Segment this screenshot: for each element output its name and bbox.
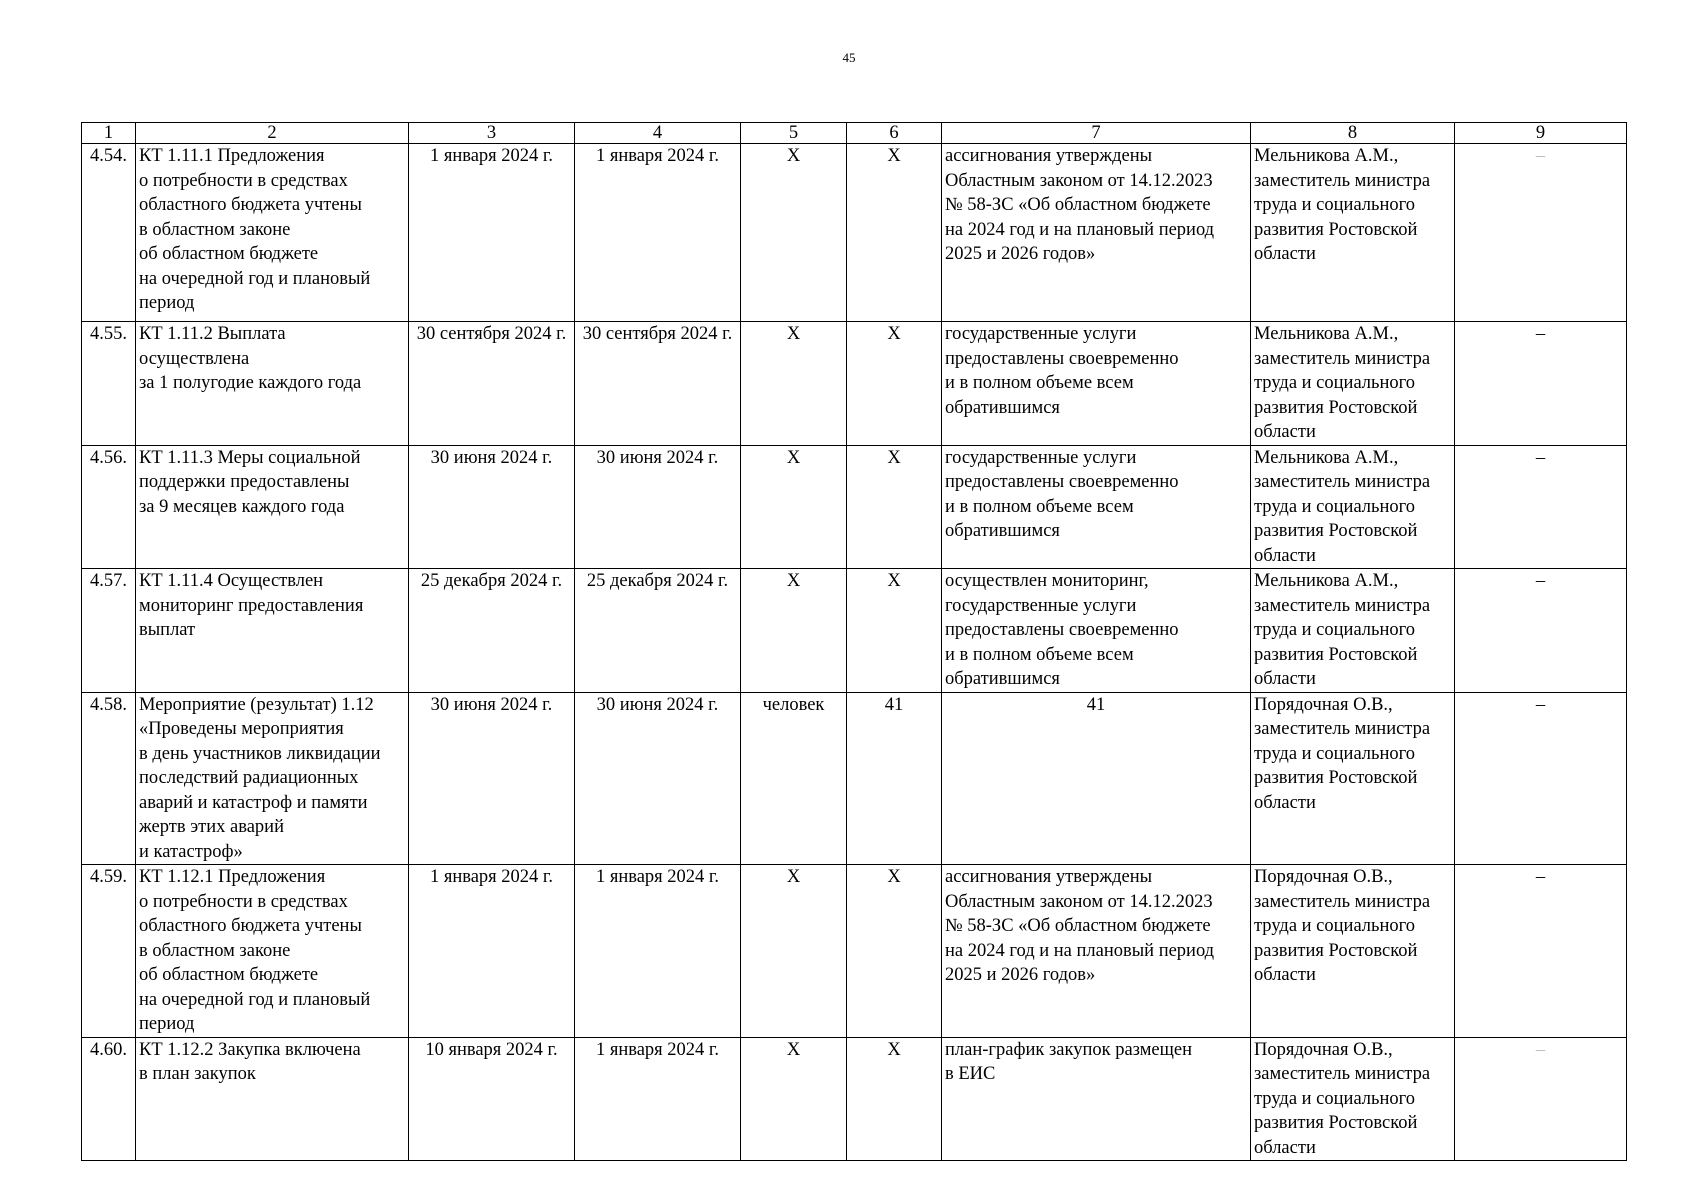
start-date: 10 января 2024 г. <box>409 1037 575 1161</box>
cell-line: и в полном объеме всем <box>945 373 1134 393</box>
row-number: 4.57. <box>82 569 136 693</box>
cell-line: развития Ростовской <box>1254 940 1418 961</box>
cell-line: областного бюджета учтены <box>139 916 362 936</box>
header-cell-5: 5 <box>741 123 847 144</box>
cell-line: труда и социального <box>1254 195 1416 215</box>
note-cell: – <box>1455 144 1627 322</box>
header-cell-9: 9 <box>1455 123 1627 144</box>
value-cell: 41 <box>847 692 942 865</box>
responsible-cell <box>1251 569 1455 693</box>
cell-line: обратившимся <box>945 521 1060 541</box>
cell-line: области <box>1254 965 1316 985</box>
note-cell: – <box>1455 692 1627 865</box>
cell-line: Мероприятие (результат) 1.12 <box>139 694 374 715</box>
cell-line: о потребности в средствах <box>139 891 348 912</box>
cell-line: и в полном объеме всем <box>945 644 1134 665</box>
cell-line: Порядочная О.В., <box>1254 867 1393 887</box>
row-number: 4.54. <box>82 144 136 322</box>
cell-line: труда и социального <box>1254 496 1416 517</box>
cell-line: Порядочная О.В., <box>1254 694 1393 715</box>
cell-line: заместитель министра <box>1254 348 1431 369</box>
result-cell <box>942 865 1251 1038</box>
cell-line: № 58-ЗС «Об областном бюджете <box>945 195 1211 215</box>
cell-line: области <box>1254 669 1316 689</box>
cell-line: 2025 и 2026 годов» <box>945 965 1096 985</box>
header-cell-3: 3 <box>409 123 575 144</box>
cell-line: областного бюджета учтены <box>139 195 362 215</box>
end-date: 30 июня 2024 г. <box>575 692 741 865</box>
cell-line: предоставлены своевременно <box>945 472 1179 492</box>
cell-line: труда и социального <box>1254 916 1416 936</box>
start-date: 30 июня 2024 г. <box>409 445 575 569</box>
table-row <box>82 692 1627 865</box>
value-cell: Х <box>847 322 942 446</box>
cell-line: развития Ростовской <box>1254 397 1418 418</box>
cell-line: области <box>1254 792 1316 813</box>
cell-line: предоставлены своевременно <box>945 348 1179 369</box>
cell-line: заместитель министра <box>1254 1064 1431 1084</box>
table-row <box>82 322 1627 446</box>
cell-line: развития Ростовской <box>1254 768 1418 788</box>
cell-line: в день участников ликвидации <box>139 743 381 764</box>
table-header-row <box>82 123 1627 144</box>
value-cell: Х <box>847 144 942 322</box>
cell-line: за 1 полугодие каждого года <box>139 373 362 393</box>
cell-line: на очередной год и плановый <box>139 989 371 1010</box>
cell-line: об областном бюджете <box>139 244 319 264</box>
value-cell: Х <box>847 1037 942 1161</box>
cell-line: заместитель министра <box>1254 719 1431 739</box>
cell-line: № 58-ЗС «Об областном бюджете <box>945 916 1211 936</box>
cell-line: 2025 и 2026 годов» <box>945 244 1096 264</box>
cell-line: период <box>139 1014 195 1034</box>
header-cell-4: 4 <box>575 123 741 144</box>
header-cell-6: 6 <box>847 123 942 144</box>
end-date: 30 июня 2024 г. <box>575 445 741 569</box>
cell-line: обратившимся <box>945 397 1060 418</box>
cell-line: государственные услуги <box>945 324 1137 344</box>
cell-line: обратившимся <box>945 669 1060 689</box>
row-number: 4.60. <box>82 1037 136 1161</box>
cell-line: ассигнования утверждены <box>945 867 1153 887</box>
row-number: 4.55. <box>82 322 136 446</box>
cell-line: на очередной год и плановый <box>139 268 371 289</box>
cell-line: государственные услуги <box>945 595 1137 616</box>
value-cell: Х <box>847 445 942 569</box>
cell-line: труда и социального <box>1254 620 1416 640</box>
responsible-cell <box>1251 692 1455 865</box>
responsible-cell <box>1251 1037 1455 1161</box>
cell-line: в ЕИС <box>945 1064 996 1084</box>
cell-line: ассигнования утверждены <box>945 146 1153 166</box>
cell-line: труда и социального <box>1254 1088 1416 1109</box>
end-date: 25 декабря 2024 г. <box>575 569 741 693</box>
cell-line: в областном законе <box>139 940 291 961</box>
cell-line: Мельникова А.М., <box>1254 447 1399 468</box>
cell-line: Мельникова А.М., <box>1254 324 1399 344</box>
header-cell-7: 7 <box>942 123 1251 144</box>
cell-line: и катастроф» <box>139 841 243 862</box>
cell-line: Областным законом от 14.12.2023 <box>945 170 1213 191</box>
cell-line: Мельникова А.М., <box>1254 146 1399 166</box>
unit-cell: Х <box>741 144 847 322</box>
cell-line: государственные услуги <box>945 447 1137 468</box>
cell-line: период <box>139 293 195 313</box>
cell-line: заместитель министра <box>1254 170 1431 191</box>
cell-line: заместитель министра <box>1254 891 1431 912</box>
cell-line: мониторинг предоставления <box>139 595 364 616</box>
cell-line: Мельникова А.М., <box>1254 571 1399 591</box>
value-cell: Х <box>847 569 942 693</box>
start-date: 30 сентября 2024 г. <box>409 322 575 446</box>
cell-line: области <box>1254 244 1316 264</box>
cell-line: на 2024 год и на плановый период <box>945 219 1215 240</box>
header-cell-2: 2 <box>136 123 409 144</box>
cell-line: развития Ростовской <box>1254 219 1418 240</box>
row-number: 4.59. <box>82 865 136 1038</box>
cell-line: осуществлен мониторинг, <box>945 571 1149 591</box>
cell-line: развития Ростовской <box>1254 1113 1418 1133</box>
unit-cell: Х <box>741 445 847 569</box>
unit-cell: Х <box>741 865 847 1038</box>
start-date: 25 декабря 2024 г. <box>409 569 575 693</box>
event-name <box>136 1037 409 1161</box>
responsible-cell <box>1251 144 1455 322</box>
cell-line: поддержки предоставлены <box>139 472 350 492</box>
note-cell: – <box>1455 865 1627 1038</box>
end-date: 1 января 2024 г. <box>575 144 741 322</box>
value-cell: Х <box>847 865 942 1038</box>
start-date: 1 января 2024 г. <box>409 865 575 1038</box>
table-row <box>82 1037 1627 1161</box>
cell-line: осуществлена <box>139 348 250 369</box>
row-number: 4.58. <box>82 692 136 865</box>
result-cell <box>942 445 1251 569</box>
cell-line: на 2024 год и на плановый период <box>945 940 1215 961</box>
end-date: 30 сентября 2024 г. <box>575 322 741 446</box>
cell-line: области <box>1254 422 1316 442</box>
result-cell <box>942 144 1251 322</box>
start-date: 1 января 2024 г. <box>409 144 575 322</box>
table-row <box>82 569 1627 693</box>
row-number: 4.56. <box>82 445 136 569</box>
unit-cell: человек <box>741 692 847 865</box>
table-row <box>82 865 1627 1038</box>
end-date: 1 января 2024 г. <box>575 1037 741 1161</box>
responsible-cell <box>1251 445 1455 569</box>
note-cell: – <box>1455 445 1627 569</box>
cell-line: последствий радиационных <box>139 768 359 788</box>
header-cell-1: 1 <box>82 123 136 144</box>
cell-line: об областном бюджете <box>139 965 319 985</box>
result-cell: 41 <box>942 692 1251 865</box>
page-number: 45 <box>842 50 856 65</box>
unit-cell: Х <box>741 1037 847 1161</box>
responsible-cell <box>1251 865 1455 1038</box>
table-row <box>82 445 1627 569</box>
cell-line: предоставлены своевременно <box>945 620 1179 640</box>
note-cell: – <box>1455 322 1627 446</box>
cell-line: труда и социального <box>1254 743 1416 764</box>
cell-line: КТ 1.11.3 Меры социальной <box>139 447 361 468</box>
cell-line: за 9 месяцев каждого года <box>139 496 345 517</box>
end-date: 1 января 2024 г. <box>575 865 741 1038</box>
cell-line: в областном законе <box>139 219 291 240</box>
cell-line: развития Ростовской <box>1254 644 1418 665</box>
header-cell-8: 8 <box>1251 123 1455 144</box>
cell-line: труда и социального <box>1254 373 1416 393</box>
cell-line: области <box>1254 545 1316 566</box>
event-name <box>136 692 409 865</box>
start-date: 30 июня 2024 г. <box>409 692 575 865</box>
note-cell: – <box>1455 569 1627 693</box>
event-name <box>136 865 409 1038</box>
note-cell: – <box>1455 1037 1627 1161</box>
cell-line: выплат <box>139 620 196 640</box>
result-cell <box>942 569 1251 693</box>
cell-line: и в полном объеме всем <box>945 496 1134 517</box>
cell-line: развития Ростовской <box>1254 521 1418 541</box>
plan-table <box>81 122 1627 1161</box>
event-name <box>136 445 409 569</box>
cell-line: КТ 1.12.1 Предложения <box>139 867 326 887</box>
cell-line: о потребности в средствах <box>139 170 348 191</box>
cell-line: КТ 1.11.4 Осуществлен <box>139 571 324 591</box>
cell-line: Порядочная О.В., <box>1254 1039 1393 1060</box>
cell-line: Областным законом от 14.12.2023 <box>945 891 1213 912</box>
unit-cell: Х <box>741 569 847 693</box>
cell-line: КТ 1.11.2 Выплата <box>139 324 286 344</box>
cell-line: КТ 1.11.1 Предложения <box>139 146 325 166</box>
table-row <box>82 144 1627 322</box>
event-name <box>136 322 409 446</box>
cell-line: КТ 1.12.2 Закупка включена <box>139 1039 361 1060</box>
cell-line: жертв этих аварий <box>139 817 284 837</box>
responsible-cell <box>1251 322 1455 446</box>
cell-line: заместитель министра <box>1254 595 1431 616</box>
result-cell <box>942 1037 1251 1161</box>
cell-line: заместитель министра <box>1254 472 1431 492</box>
cell-line: аварий и катастроф и памяти <box>139 792 368 813</box>
cell-line: «Проведены мероприятия <box>139 719 344 739</box>
event-name <box>136 144 409 322</box>
event-name <box>136 569 409 693</box>
cell-line: план-график закупок размещен <box>945 1039 1192 1060</box>
cell-line: области <box>1254 1137 1316 1158</box>
result-cell <box>942 322 1251 446</box>
cell-line: в план закупок <box>139 1064 256 1084</box>
unit-cell: Х <box>741 322 847 446</box>
